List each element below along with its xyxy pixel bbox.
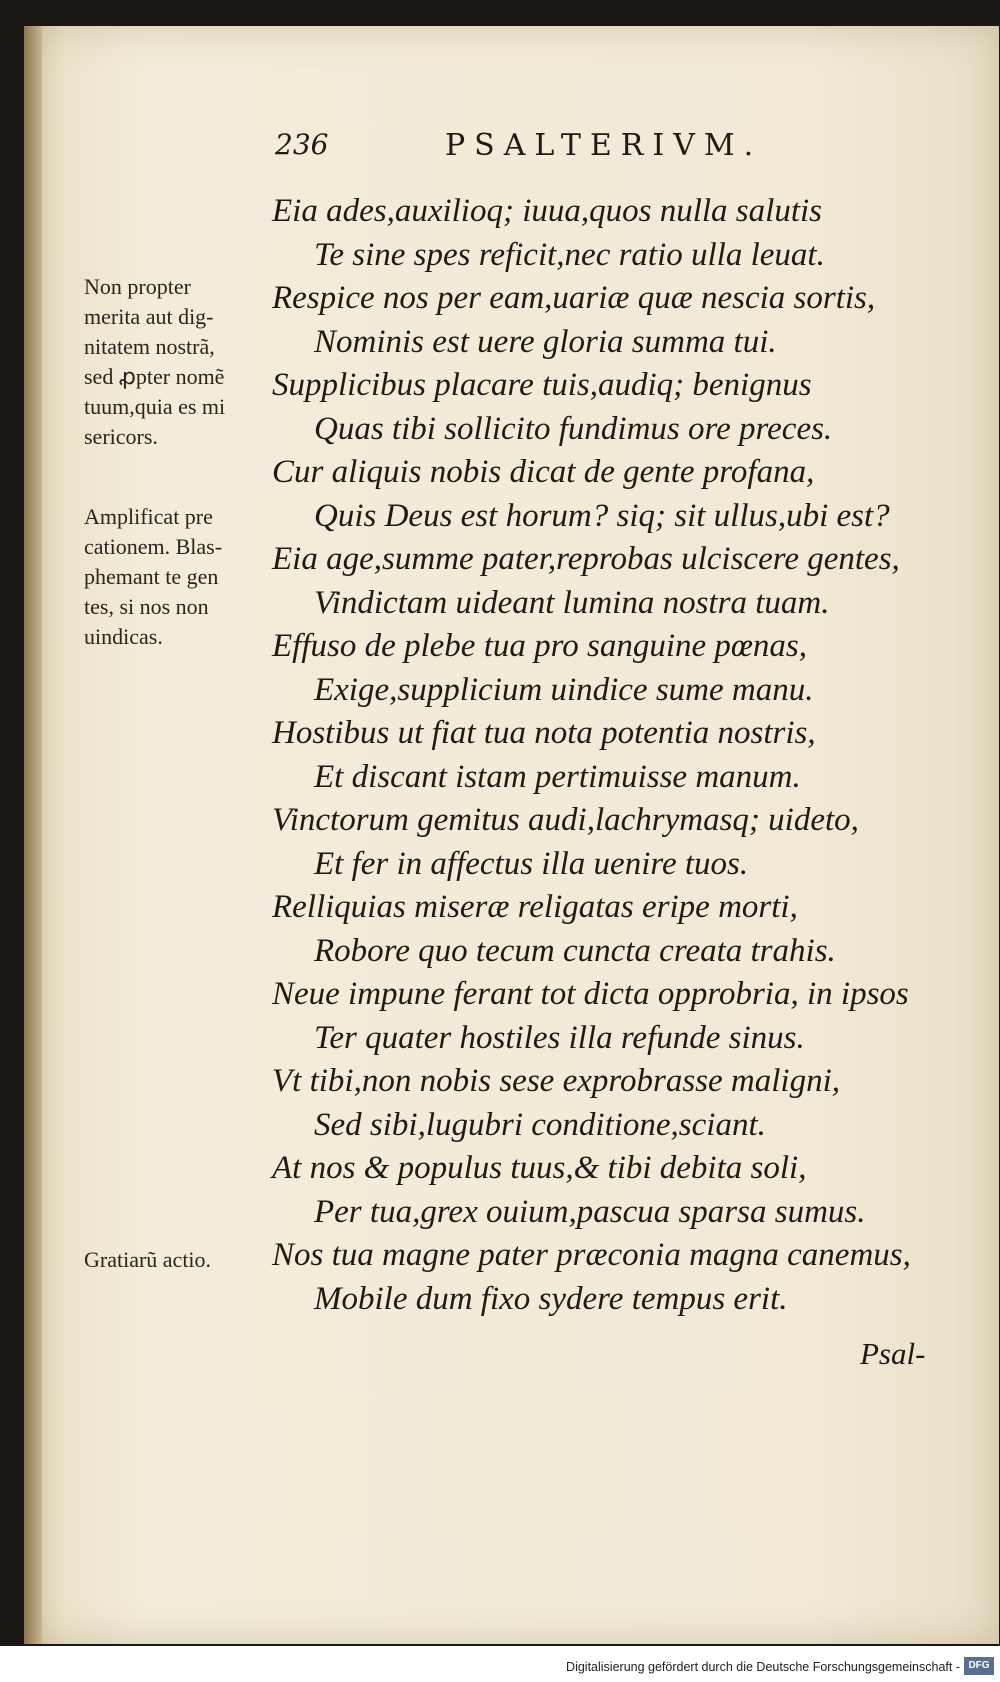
margin-note-line: Amplificat pre xyxy=(84,504,213,529)
verse-block xyxy=(272,190,932,1321)
verse-line: Ter quater hostiles illa refunde sinus. xyxy=(314,1019,805,1056)
verse-line: Relliquias miseræ religatas eripe morti, xyxy=(272,889,798,925)
margin-note-line: phemant te gen xyxy=(84,564,219,589)
margin-note-line: tes, si nos non xyxy=(84,594,209,619)
dfg-logo: DFG xyxy=(964,1657,994,1675)
margin-note-1 xyxy=(84,272,225,452)
verse-line: Neue impune ferant tot dicta opprobria, in ipsos xyxy=(272,976,909,1012)
verse-line: Quas tibi sollicito fundimus ore preces. xyxy=(314,410,833,447)
verse-line: Cur aliquis nobis dicat de gente profana, xyxy=(272,454,815,490)
verse-line: Quis Deus est horum? siq; sit ullus,ubi est? xyxy=(314,497,890,534)
verse-line: Exige,supplicium uindice sume manu. xyxy=(314,671,814,708)
verse-line: Eia age,summe pater,reprobas ulciscere gentes, xyxy=(272,541,900,577)
margin-note-line: nitatem nostrã, xyxy=(84,334,215,359)
verse-line: Vinctorum gemitus audi,lachrymasq; uideto, xyxy=(272,802,859,838)
verse-line: Te sine spes reficit,nec ratio ulla leuat. xyxy=(314,236,825,273)
verse-line: Vindictam uideant lumina nostra tuam. xyxy=(314,584,830,621)
verse-line: Robore quo tecum cuncta creata trahis. xyxy=(314,932,836,969)
margin-note-2 xyxy=(84,502,222,652)
margin-note-3 xyxy=(84,1245,211,1275)
footer-credit: Digitalisierung gefördert durch die Deutsche Forschungsgemeinschaft - xyxy=(566,1660,960,1674)
verse-line: Respice nos per eam,uariæ quæ nescia sortis, xyxy=(272,280,876,316)
margin-note-line: Gratiarũ actio. xyxy=(84,1247,212,1272)
verse-line: Hostibus ut fiat tua nota potentia nostris, xyxy=(272,715,816,751)
margin-note-line: sericors. xyxy=(84,424,158,449)
margin-note-line: sed ꝓpter nomẽ xyxy=(84,364,225,389)
running-head: PSALTERIVM. xyxy=(445,128,763,163)
verse-line: Sed sibi,lugubri conditione,sciant. xyxy=(314,1106,766,1143)
verse-line: Effuso de plebe tua pro sanguine pœnas, xyxy=(272,628,807,664)
margin-note-line: cationem. Blas- xyxy=(84,534,223,559)
margin-note-line: Non propter xyxy=(84,274,191,299)
verse-line: Et discant istam pertimuisse manum. xyxy=(314,758,801,795)
verse-line: Nos tua magne pater præconia magna canemus, xyxy=(272,1237,911,1273)
verse-line: Et fer in affectus illa uenire tuos. xyxy=(314,845,749,882)
margin-note-line: uindicas. xyxy=(84,624,163,649)
verse-line: Per tua,grex ouium,pascua sparsa sumus. xyxy=(314,1193,866,1230)
verse-line: At nos & populus tuus,& tibi debita soli, xyxy=(272,1150,807,1186)
margin-note-line: merita aut dig- xyxy=(84,304,214,329)
verse-line: Nominis est uere gloria summa tui. xyxy=(314,323,777,360)
verse-line: Vt tibi,non nobis sese exprobrasse maligni, xyxy=(272,1063,840,1099)
catchword: Psal- xyxy=(860,1336,926,1371)
page-number: 236 xyxy=(275,128,329,161)
footer-bar xyxy=(0,1646,1000,1682)
verse-line: Supplicibus placare tuis,audiq; benignus xyxy=(272,367,812,403)
verse-line: Mobile dum fixo sydere tempus erit. xyxy=(314,1280,788,1317)
margin-note-line: tuum,quia es mi xyxy=(84,394,226,419)
page-gutter xyxy=(24,26,42,1644)
verse-line: Eia ades,auxilioq; iuua,quos nulla salutis xyxy=(272,193,822,229)
